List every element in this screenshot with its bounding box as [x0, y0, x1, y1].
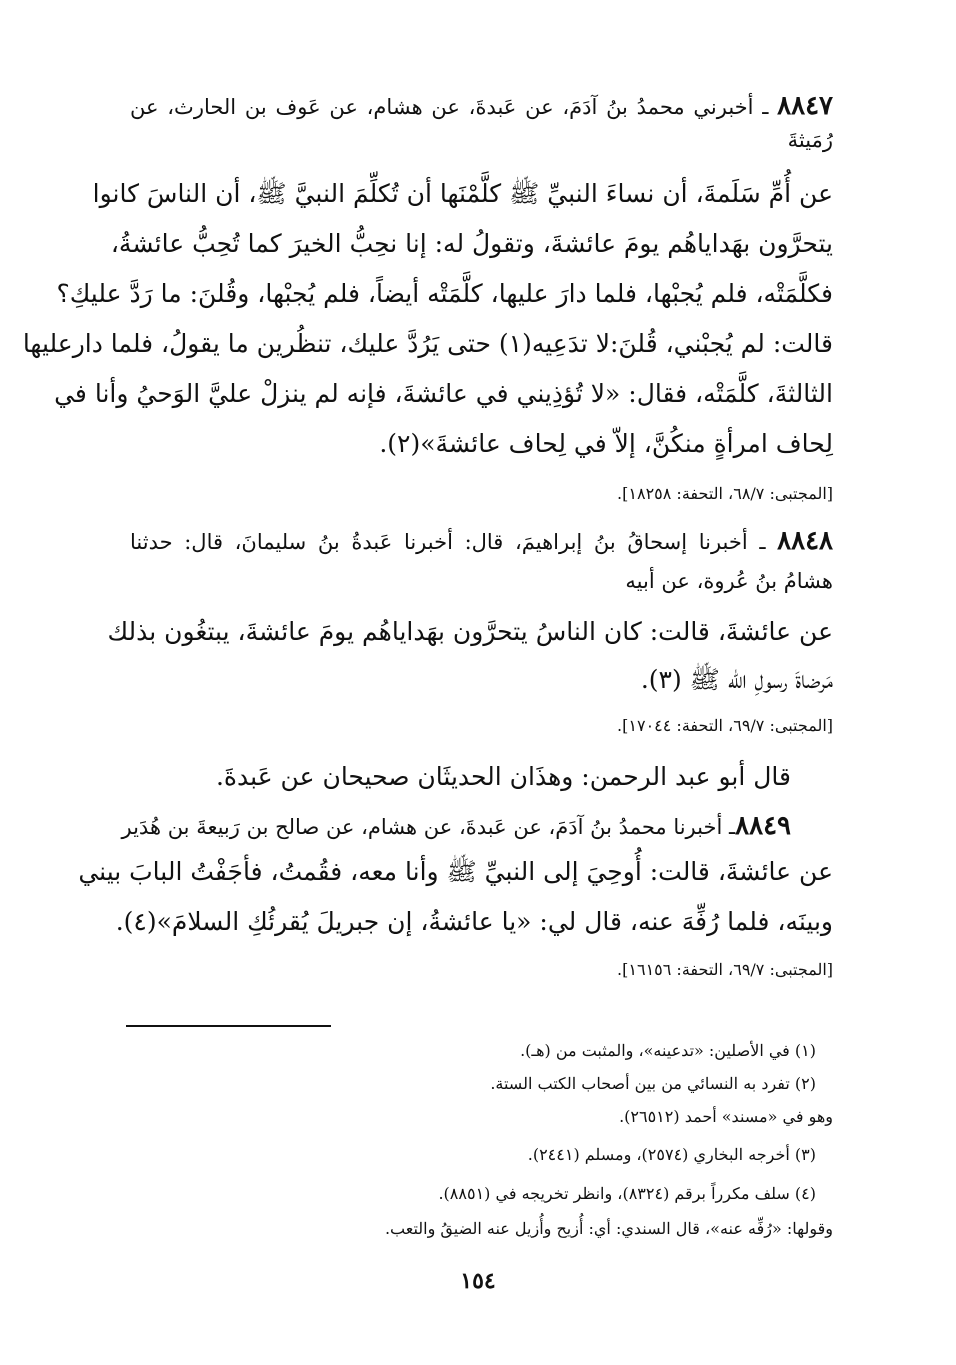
hadith-8847-line: الثالثةَ، كلَّمَتْه، فقال: «لا تُؤذِيني في عائشةَ، فإنه لم ينزلْ عليَّ الوَحيُ وأنا في	[54, 379, 833, 408]
hadith-8847-reference: [المجتبى: ٦٨/٧، التحفة: ١٨٢٥٨].	[617, 484, 833, 503]
hadith-8847-line: يتحرَّون بهَداياهُم يومَ عائشةَ، وتقولُ له: إنا نحِبُّ الخيرَ كما تُحِبُّ عائشةُ،	[110, 229, 833, 258]
hadith-8847-heading-cont: رُمَيثةَ	[787, 128, 833, 152]
page-number: ١٥٤	[460, 1268, 496, 1294]
hadith-8848-heading-cont: هشامُ بنُ عُروة، عن أبيه	[625, 569, 833, 593]
hadith-8848-heading	[130, 525, 833, 558]
isnad-text: ـ أخبرني محمدُ بنُ آدَمَ، عن عَبدةَ، عن هشام، عن عَوف بن الحارث، عن	[130, 95, 778, 119]
footnote: وقولها: «رُفِّه عنه»، قال السندي: أي: أُزيح وأُزيل عنه الضيقُ والتعب.	[384, 1219, 833, 1238]
hadith-number: ٨٨٤٨	[777, 526, 833, 556]
author-remark: قال أبو عبد الرحمن: وهذَان الحديثَان صحيحان عن عَبدةَ.	[215, 762, 791, 791]
footnote: (٢) تفرد به النسائي من بين أصحاب الكتب الستة.	[490, 1074, 816, 1093]
hadith-8849-heading	[121, 810, 791, 843]
hadith-8849-line: عن عائشةَ، قالت: أُوحِيَ إلى النبيِّ ﷺ وأنا معه، فقُمتُ، فأجَفْتُ البابَ بيني	[78, 857, 833, 886]
hadith-8847-heading	[130, 90, 833, 123]
isnad-text: ـ أخبرنا محمدُ بنُ آدَمَ، عن عَبدةَ، عن هشام، عن صالح بن رَبيعةَ بن هُدَير	[121, 815, 736, 839]
hadith-8849-reference: [المجتبى: ٦٩/٧، التحفة: ١٦١٥٦].	[617, 960, 833, 979]
footnote: (١) في الأصلين: «تدعينه»، والمثبت من (هـ).	[520, 1041, 816, 1060]
hadith-8847-line: عن أُمِّ سَلَمةَ، أن نساءَ النبيِّ ﷺ كلَّمْنَها أن تُكلِّمَ النبيَّ ﷺ، أن الناسَ كانوا	[92, 179, 833, 208]
footnote: (٣) أخرجه البخاري (٢٥٧٤)، ومسلم (٢٤٤١).	[527, 1145, 816, 1164]
isnad-text: ـ أخبرنا إسحاقُ بنُ إبراهيمَ، قال: أخبرنا عَبدةُ بنُ سليمانَ، قال: حدثنا	[130, 530, 778, 554]
hadith-8849-line: وبينَه، فلما رُفِّهَ عنه، قال لي: «يا عائشةُ، إن جبريلَ يُقرئُكِ السلامَ»(٤).	[115, 907, 833, 936]
hadith-8848-line: مَرضاةَ رسولِ الله ﷺ (٣).	[640, 665, 833, 694]
hadith-8848-line: عن عائشةَ، قالت: كان الناسُ يتحرَّون بهَداياهُم يومَ عائشةَ، يبتغُون بذلك	[107, 617, 833, 646]
footnote: (٤) سلف مكرراً برقم (٨٣٢٤)، وانظر تخريجه في (٨٨٥١).	[438, 1184, 816, 1203]
footnote-divider	[126, 1025, 331, 1027]
hadith-number: ٨٨٤٧	[777, 91, 833, 121]
hadith-8847-line: فكلَّمَتْه، فلم يُجبْها، فلما دارَ عليها، كلَّمَتْه أيضاً، فلم يُجبْها، وقُلنَ: ما رَدَّ عليكِ؟	[56, 279, 833, 308]
hadith-8848-reference: [المجتبى: ٦٩/٧، التحفة: ١٧٠٤٤].	[617, 716, 833, 735]
footnote: وهو في «مسند» أحمد (٢٦٥١٢).	[619, 1107, 833, 1126]
hadith-8847-line: لِحاف امرأةٍ منكُنَّ، إلاّ في لِحاف عائشةَ»(٢).	[379, 429, 833, 458]
hadith-8847-line: قالت: لم يُجبْني، قُلنَ:لا تدَعِيه(١) حتى يَرُدَّ عليك، تنظُرين ما يقولُ، فلما دارعليها	[22, 329, 833, 358]
hadith-number: ٨٨٤٩	[735, 811, 791, 841]
